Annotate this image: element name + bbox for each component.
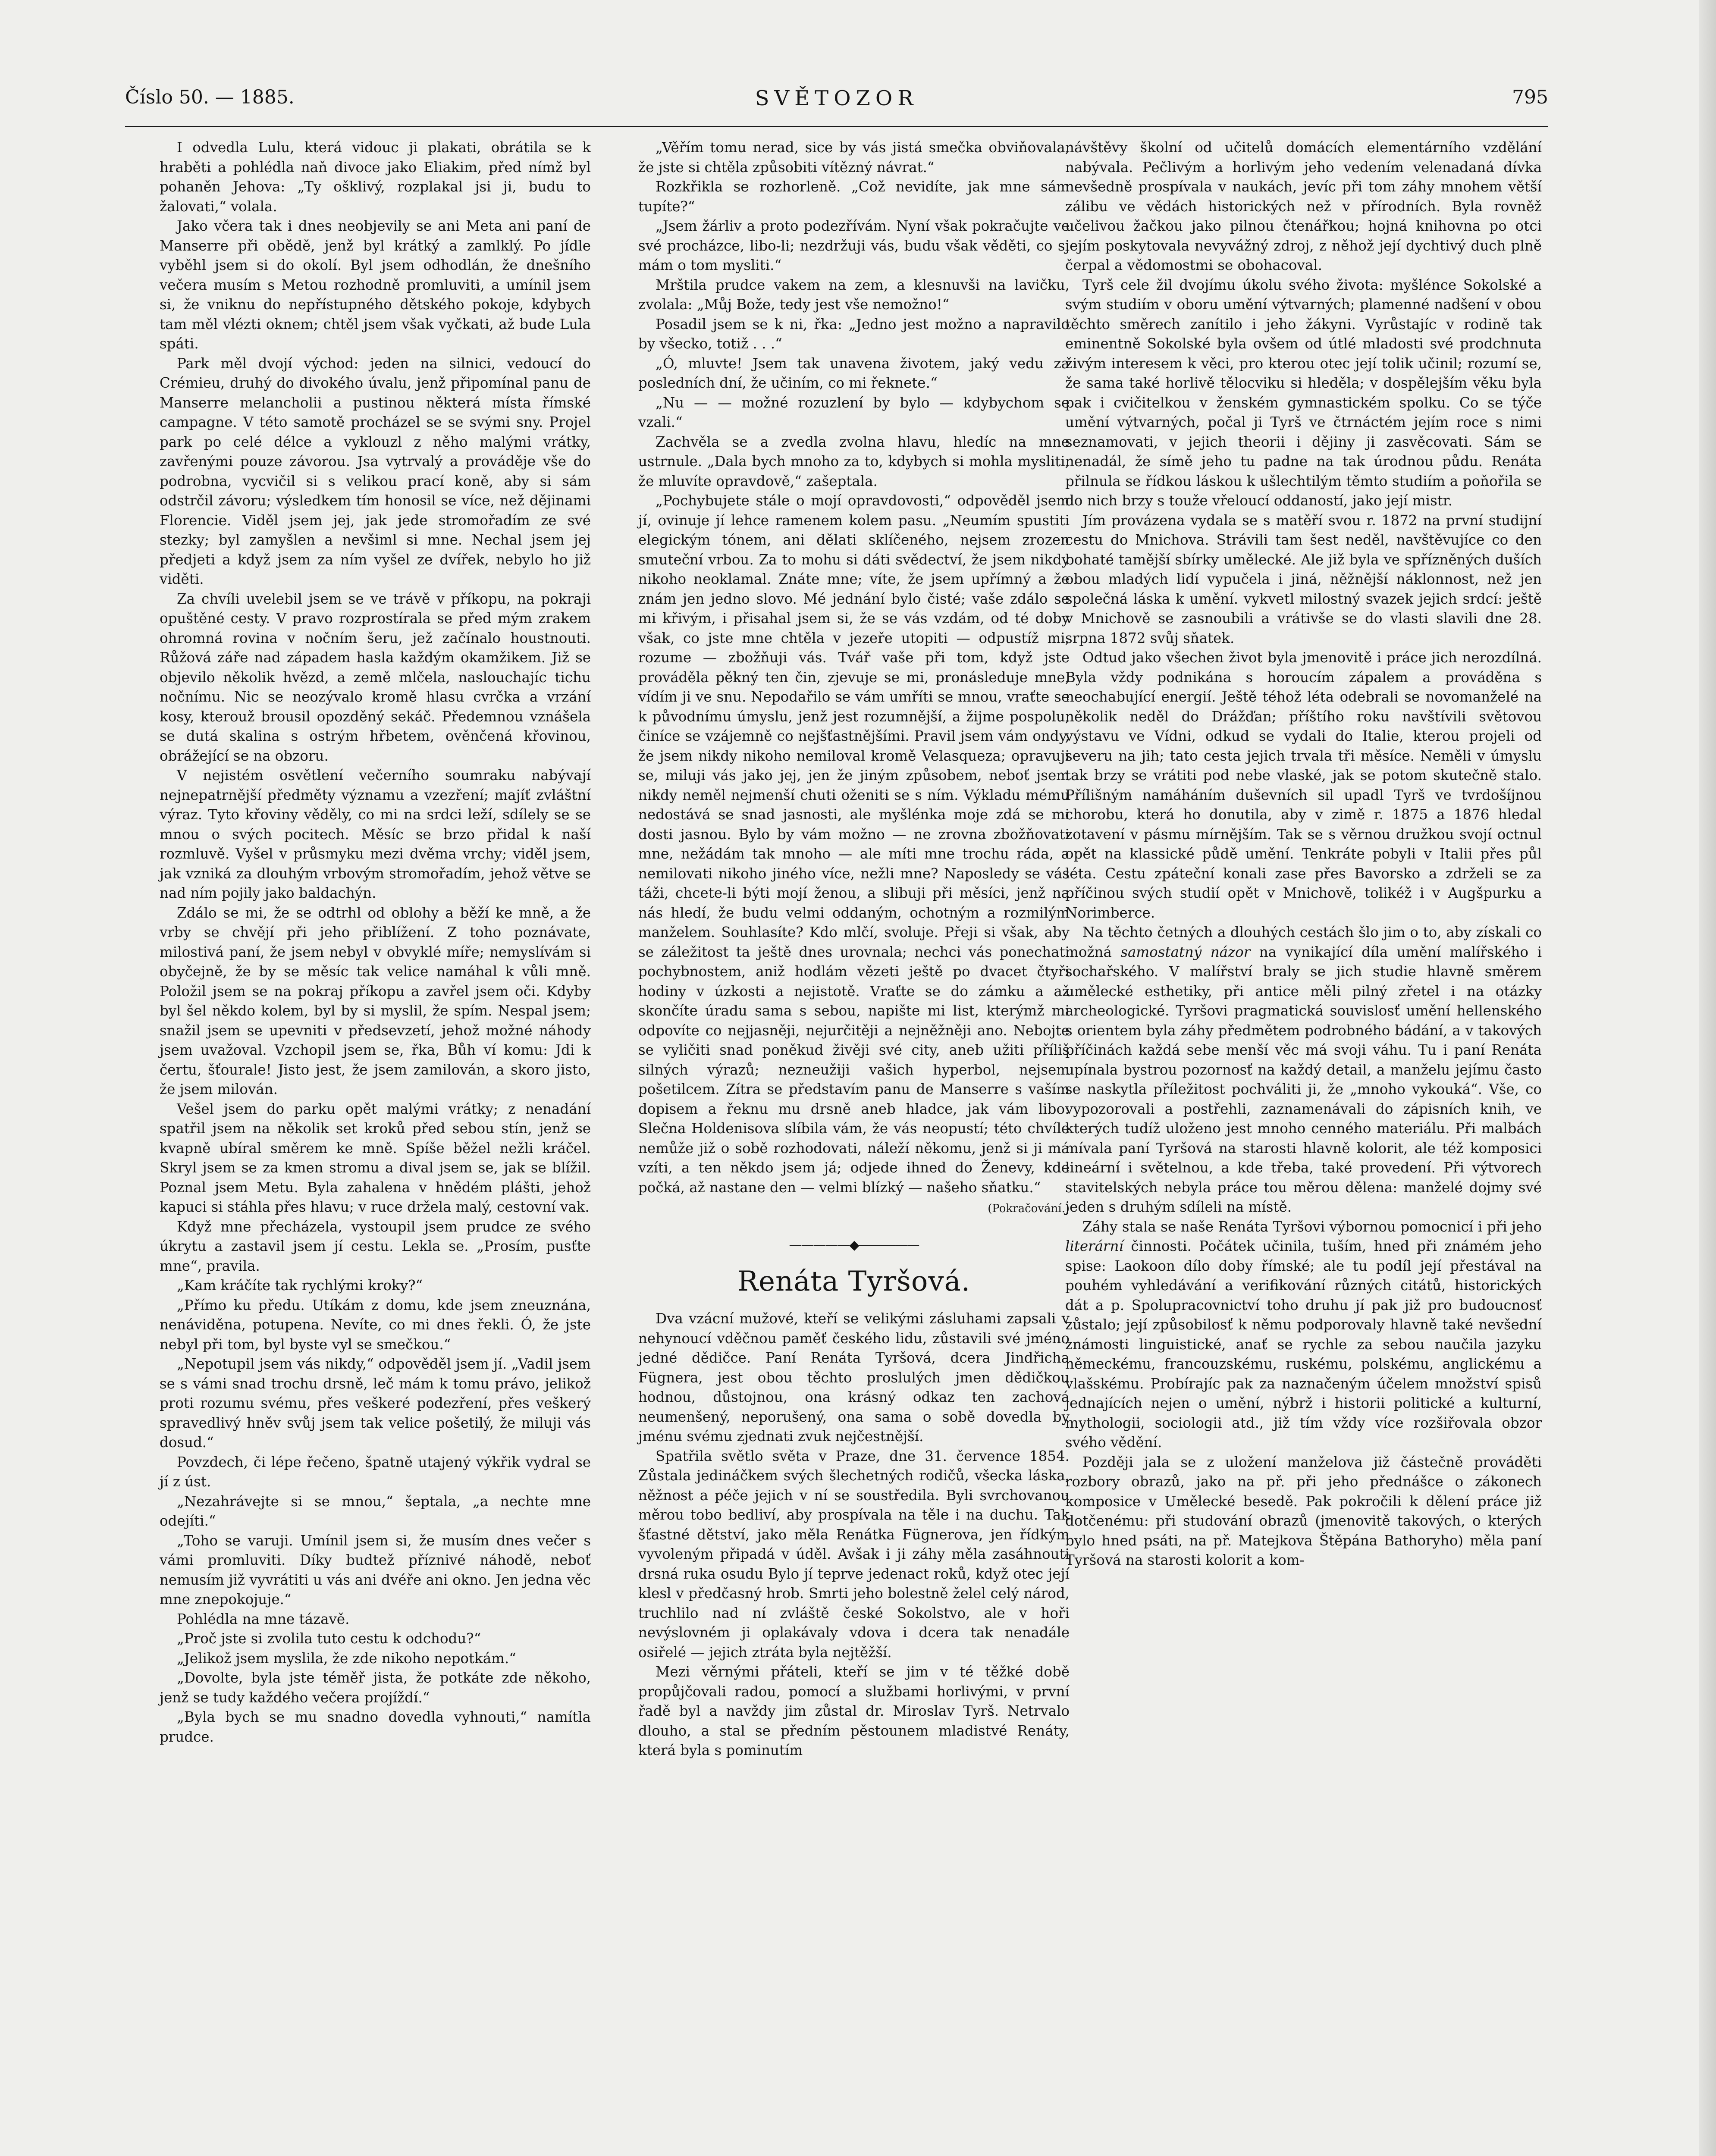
story-continuation [638,138,1070,1197]
issue-number: Číslo 50. — 1885. [125,86,295,108]
paragraph: „Ó, mluvte! Jsem tak unavena životem, jaký vedu za posledních dní, že učiním, co mi řeknete.“ [638,355,1070,391]
paragraph: „Jelikož jsem myslila, že zde nikoho nepotkám.“ [177,1650,516,1667]
paragraph: Zachvěla se a zvedla zvolna hlavu, hledíc na mne ustrnule. „Dala bych mnoho za to, kdybych si mohla mysliti, že mluvíte opravdově,“ zašeptala. [638,433,1070,489]
paragraph: „Pochybujete stále o mojí opravdovosti,“ odpověděl jsem jí, ovinuje jí lehce ramenem kolem pasu. „Neumím spustiti elegickým tónem, ani dělati sklíčeného, nejsem zrozen smuteční vrbou. Za to mohu si dáti svědectví, že jsem nikdy nikoho neoklamal. Znáte mne; víte, že jsem upřímný a že znám jen jedno slovo. Mé jednání bylo čisté; vaše zdálo se mi křivým, i přisahal jsem si, že se vás vzdám, od té doby však, co jste mne chtěla v jezeře utopiti — odpustíž mi, rozume — zbožňuji vás. Tvář vaše při tom, když jste prováděla pěkný ten čin, zjevuje se mi, pronásleduje mne, vídím ji ve snu. Nepodařilo se vám umříti se mnou, vraťte se k původnímu úmyslu, jenž jest rozumnější, a žijme pospolu, činíce se vzájemně co nejšťastnějšími. Pravil jsem vám ondy, že jsem nikdy nikoho nemiloval kromě Velasqueza; opravuji se, miluji vás jako jej, jen že jiným způsobem, neboť jsem nikdy neměl nejmenší chuti oženiti se s ním. Výkladu mému nedostává se snad jasnosti, ale myšlénka moje zdá se mi dosti jasnou. Bylo by vám možno — ne zrovna zbožňovati mne, nežádám tak mnoho — ale míti mne trochu ráda, a nemilovati nikoho jiného více, nežli mne? Naposledy se vás táži, chcete-li býti mojí ženou, a slibuji při měsíci, jenž na nás hledí, že budu velmi oddaným, ochotným a rozmilým manželem. Souhlasíte? Kdo mlčí, svoluje. Přeji si však, aby se záležitost ta ještě dnes urovnala; nechci vás ponechati pochybnostem, aniž hodlám vězeti ještě po dvacet čtyři hodiny v úzkosti a nejistotě. Vraťte se do zámku a až skončíte úradu sama s sebou, napište mi list, kterýmž mi odpovíte co nejjasněji, nejurčitěji a nejněžněji ano. Nebojte se vyličiti snad poněkud živěji své city, aneb užiti příliš silných výrazů; nezneužiji vašich hyperbol, nejsem pošetilcem. Zítra se představím panu de Manserre s vaším dopisem a řeknu mu drsně aneb hladce, jak vám libo: Slečna Holdenisova slíbila vám, že vás neopustí; této chvíle nemůže již o sobě rozhodovati, náleží někomu, jenž si ji má vzíti, a ten někdo jsem já; odjede ihned do Ženevy, kde počká, až nastane den — velmi blízký — našeho sňatku.“ [638,492,1070,1196]
paragraph: „Kam kráčíte tak rychlými kroky?“ [177,1277,423,1294]
paragraph: Odtud jako všechen život byla jmenovitě i práce jich nerozdílná. Byla vždy podnikána s horoucím zápalem a prováděna s neochabující energií. Ještě téhož léta odebrali se novomanželé na několik neděl do Drážďan; příštího roku navštívili světovou výstavu ve Vídni, odkud se vydali do Italie, kterou projeli od severu na jih; tato cesta jejich trvala tři měsíce. Neměli v úmyslu tak brzy se vrátiti pod nebe vlaské, jak se potom skutečně stalo. Přílišným namáháním duševních sil upadl Tyrš ve tvrdošíjnou chorobu, která ho donutila, aby v zimě r. 1875 a 1876 hledal zotavení v pásmu mírnějším. Tak se s věrnou družkou svojí octnul opět na klassické půdě umění. Tenkráte pobyli v Italii přes půl léta. Cestu zpáteční konali zase přes Bavorsko a zdrželi se za příčinou svých studií opět v Mnichově, tolikéž i v Augšpurku a Norimberce. [1065,649,1542,921]
paragraph: „Nepotupil jsem vás nikdy,“ odpověděl jsem jí. „Vadil jsem se s vámi snad trochu drsně, leč mám k tomu právo, jelikož proti rozumu svému, přes veškeré podezření, přes veškerý spravedlivý hněv svůj jsem tak velice pošetilý, že miluji vás dosud.“ [160,1356,591,1451]
paragraph: „Nu — — možné rozuzlení by bylo — kdybychom se vzali.“ [638,394,1070,430]
paragraph: Park měl dvojí východ: jeden na silnici, vedoucí do Crémieu, druhý do divokého úvalu, jenž připomínal panu de Manserre melancholii a pustinou některá místa římské campagne. V této samotě procházel se se svými sny. Projel park po celé délce a vyklouzl z něho malými vrátky, zavřenými pouze závorou. Jsa vytrvalý a prováděje vše do podrobna, vycvičil si s velikou prací koně, aby si sám odstrčil závoru; výsledkem tím honosil se více, než dějinami Florencie. Viděl jsem jej, jak jede stromořadím ze své stezky; byl zamyšlen a nevšiml si mne. Nechal jsem jej předjeti a když jsem za ním vyšel ze dvířek, nebylo ho již viděti. [160,355,591,587]
paragraph: I odvedla Lulu, která vidouc ji plakati, obrátila se k hraběti a pohlédla naň divoce jako Eliakim, před nímž byl pohaněn Jehova: „Ty ošklivý, rozplakal jsi ji, budu to žalovati,“ volala. [160,139,591,215]
paragraph: „Byla bych se mu snadno dovedla vyhnouti,“ namítla prudce. [160,1709,591,1745]
paragraph: „Proč jste si zvolila tuto cestu k odchodu?“ [177,1630,481,1647]
article-body-start [638,1309,1070,1761]
paragraph: „Přímo ku předu. Utíkám z domu, kde jsem zneuznána, nenáviděna, potupena. Nevíte, co mi dnes řekli. Ó, že jste nebyl při tom, byl byste vyl se smečkou.“ [160,1297,591,1353]
paragraph: Jím provázena vydala se s matěří svou r. 1872 na první studijní cestu do Mnichova. Strávili tam šest neděl, navštěvujíce co den bohaté tamější sbírky umělecké. Ale již byla ve spřízněných duších obou mladých lidí vypučela i jiná, něžnější náklonnost, než jen společná láska k umění. vykvetl milostný svazek jejich srdcí: ještě v Mnichově se zasnoubili a vrátivše se do vlasti slavili dne 28. srpna 1872 svůj sňatek. [1065,512,1542,646]
paragraph: Dva vzácní mužové, kteří se velikými zásluhami zapsali v nehynoucí vděčnou paměť českého lidu, zůstavili své jméno jedné dědičce. Paní Renáta Tyršová, dcera Jindřicha Fügnera, jest obou těchto proslulých jmen dědičkou hodnou, důstojnou, ona krásný odkaz ten zachová neumenšený, neporušený, ona sama o sobě dovedla by jménu svému zjednati zvuk nejčestnější. [638,1310,1070,1445]
paragraph: V nejistém osvětlení večerního soumraku nabývají nejnepatrnější předměty významu a vzezření; majíť zvláštní výraz. Tyto křoviny věděly, co mi na srdci leží, sdílely se se mnou o svých pocitech. Měsíc se brzo přidal k naší rozmluvě. Vyšel v průsmyku mezi dvěma vrchy; viděl jsem, jak vzniká za dlouhým vrbovým stromořadím, jehož větve se nad ním pojily jako baldachýn. [160,767,591,901]
page-header [125,86,1548,125]
continued-note: (Pokračování.) [988,1202,1070,1215]
paragraph: Posadil jsem se k ni, řka: „Jedno jest možno a napravilo by všecko, totiž . . .“ [638,316,1070,352]
paragraph: „Toho se varuji. Umínil jsem si, že musím dnes večer s vámi promluviti. Díky budtež příznivé náhodě, neboť nemusím již vyvrátiti u vás ani dvéře ani okno. Jen jedna věc mne znepokojuje.“ [160,1532,591,1608]
paragraph: Později jala se z uložení manželova již částečně prováděti rozbory obrazů, jako na př. při jeho přednášce o zákonech komposice v Umělecké besedě. Pak pokročili k dělení práce již dotčenému: při studování obrazů (jmenovitě takových, o kterých bylo hned psáti, na př. Matejkova Štěpána Bathoryho) měla paní Tyršová na starosti kolorit a kom- [1065,1454,1542,1568]
column-3 [1065,138,1542,1570]
paragraph: Jako včera tak i dnes neobjevily se ani Meta ani paní de Manserre při obědě, jenž byl krátký a zamlklý. Po jídle vyběhl jsem si do okolí. Byl jsem odhodlán, že dnešního večera musím s Metou rozhodně promluviti, a umínil jsem si, že vniknu do nepřístupného dětského pokoje, kdybych tam měl vlézti oknem; chtěl jsem však vyčkati, až bude Lula spáti. [160,218,591,352]
paragraph: Vešel jsem do parku opět malými vrátky; z nenadání spatřil jsem na několik set kroků před sebou stín, jenž se kvapně ubíral směrem ke mně. Spíše běžel nežli kráčel. Skryl jsem se za kmen stromu a dival jsem se, jak se blížil. Poznal jsem Metu. Byla zahalena v hnědém plášti, jehož kapuci si stáhla přes hlavu; v ruce držela malý, cestovní vak. [160,1100,591,1215]
column-1 [160,138,591,1747]
paragraph: Zdálo se mi, že se odtrhl od oblohy a běží ke mně, a že vrby se chvějí při jeho přiblížení. Z toho poznávate, milostivá paní, že jsem nebyl v obvyklé míře; nemyslívám si obyčejně, že by se měsíc tak velice namáhal k vůli mně. Položil jsem se na pokraj příkopu a zavřel jsem oči. Kdyby byl šel někdo kolem, byl by si myslil, že spím. Nespal jsem; snažil jsem se upevniti v předsevzetí, jehož možné náhody jsem uvažoval. Vzchopil jsem se, řka, Bůh ví komu: Jdi k čertu, šťourale! Jisto jest, že jsem zamilován, a skoro jisto, že jsem milován. [160,904,591,1097]
paragraph: Povzdech, či lépe řečeno, špatně utajený výkřik vydral se jí z úst. [160,1454,591,1490]
masthead: SVĚTOZOR [755,86,919,110]
paragraph: „Nezahrávejte si se mnou,“ šeptala, „a nechte mne odejíti.“ [160,1493,591,1529]
scan-edge-shadow [1699,0,1716,2156]
paragraph: Záhy stala se naše Renáta Tyršovi výbornou pomocnicí i při jeho literární činnosti. Počátek učinila, tuším, hned při známém jeho spise: Laokoon dílo doby římské; ale tu podíl její přestával na pouhém vyhledávání a verifikování různých citátů, historických dát a p. Spolupracovnictví toho druhu jí pak již pro budoucnosť zůstalo; její způsobilosť k němu podporovaly hlavně také nevšední známosti linguistické, anať se rychle za sebou naučila jazyku německému, francouzskému, ruskému, polskému, anglickému a vlašskému. Probírajíc pak za naznačeným účelem množství spisů jednajících nejen o umění, nýbrž i historii politické a kulturní, mythologii, sociologii atd., již tím vždy více rozšiřovala obzor svého vědění. [1065,1218,1542,1451]
paragraph: „Jsem žárliv a proto podezřívám. Nyní však pokračujte ve své procházce, libo-li; nezdržuji vás, budu však věděti, co si mám o tom mysliti.“ [638,218,1070,273]
column-2 [638,138,1070,1761]
paragraph: „Věřím tomu nerad, sice by vás jistá smečka obviňovala, že jste si chtěla způsobiti vítězný návrat.“ [638,139,1070,175]
paragraph: Když mne přecházela, vystoupil jsem prudce ze svého úkrytu a zastavil jsem jí cestu. Lekla se. „Prosím, pusťte mne“, pravila. [160,1218,591,1274]
header-rule [125,126,1548,127]
page-number: 795 [1512,86,1548,108]
paragraph: Rozkřikla se rozhorleně. „Což nevidíte, jak mne sám tupíte?“ [638,179,1070,215]
paragraph: „Dovolte, byla jste téměř jista, že potkáte zde někoho, jenž se tudy každého večera projíždí.“ [160,1670,591,1706]
paragraph: Mrštila prudce vakem na zem, a klesnuvši na lavičku, zvolala: „Můj Bože, tedy jest vše nemožno!“ [638,276,1070,313]
paragraph: návštěvy školní od učitelů domácích elementárního vzdělání nabývala. Pečlivým a horlivým jeho vedením velenadaná dívka nevšedně prospívala v naukách, jevíc při tom záhy mnohem větší zálibu ve vědách historických než v přírodních. Byla rovněž učelivou žačkou jako pilnou čtenářkou; hojná knihovna po otci jejím poskytovala nevyvážný zdroj, z něhož její dychtivý duch plně čerpal a vědomostmi se obohacoval. [1065,139,1542,273]
paragraph: Tyrš cele žil dvojímu úkolu svého života: myšlénce Sokolské a svým studiím v oboru umění výtvarných; plamenné nadšení v obou těchto směrech zanítilo i jeho žákyni. Vyrůstajíc v rodině tak eminentně Sokolské byla ovšem od útlé mladosti své prodchnuta živým interesem k věci, pro kterou otec její tolik učinil; rozumí se, že sama také horlivě tělocviku si hleděla; v dospělejším věku byla pak i cvičitelkou v ženském gymnastickém spolku. Co se týče umění výtvarných, počal ji Tyrš ve čtrnáctém jejím roce s nimi seznamovati, v jejich theorii i dějiny ji zasvěcovati. Sám se nenadál, že símě jeho tu padne na tak úrodnou půdu. Renáta přilnula se řídkou láskou k ušlechtilým těmto studiím a poňořila se do nich brzy s touže vřeloucí oddaností, jako její mistr. [1065,276,1542,509]
section-divider: —————◆————— [789,1237,919,1253]
paragraph: Spatřila světlo světa v Praze, dne 31. července 1854. Zůstala jedináčkem svých šlechetných rodičů, všecka láska, něžnost a péče jejich v ní se soustředila. Byli svrchovanou měrou tobo bedliví, aby prospívala na těle i na duchu. Tak šťastné dětství, jako měla Renátka Fügnerova, jen řídkým vyvoleným připadá v úděl. Avšak i ji záhy měla zasáhnouti drsná ruka osudu Bylo jí teprve jedenact roků, když otec její klesl v předčasný hrob. Smrti jeho bolestně želel celý národ, truchlilo nad ní zvláště české Sokolstvo, ale v hoři nevýslovném ji oplakávaly vdova i dcera tak nenadále osiřelé — jejich ztráta byla nejtěžší. [638,1448,1070,1661]
paragraph: Mezi věrnými přáteli, kteří se jim v té těžké době propůjčovali radou, pomocí a službami horlivými, v první řadě byl a navždy jim zůstal dr. Miroslav Tyrš. Netrvalo dlouho, a stal se předním pěstounem mladistvé Renáty, která byla s pominutím [638,1664,1070,1758]
article-title: Renáta Tyršová. [737,1266,971,1297]
paragraph: Na těchto četných a dlouhých cestách šlo jim o to, aby získali co možná samostatný názor na vynikající díla umění malířského i sochařského. V malířství braly se jich studie hlavně směrem umělecké esthetiky, při antice měli pilný zřetel i na otázky archeologické. Tyršovi pragmatická souvislosť umění hellenského s orientem byla záhy předmětem podrobného bádání, a v takových příčinách každá sebe menší věc má svoji váhu. Tu i paní Renáta upínala bystrou pozornosť na každý detail, a manželu jejímu často se naskytla příležitost pochváliti ji, že „mnoho vykouká“. Vše, co vypozorovali a postřehli, zaznamenávali do zápisních knih, ve kterých tudíž uloženo jest mnoho cenného materiálu. Při malbách mívala paní Tyršová na starosti hlavně kolorit, ale též komposici lineární i světelnou, a kde třeba, také provedení. Při výtvorech stavitelských nebyla práce tou měrou dělena: manželé dojmy své jeden s druhým sdíleli na místě. [1065,924,1542,1215]
paragraph: Za chvíli uvelebil jsem se ve trávě v příkopu, na pokraji opuštěné cesty. V pravo rozprostírala se před mým zrakem ohromná rovina v nočním šeru, jež začínalo houstnouti. Růžová záře nad západem hasla každým okamžikem. Již se objevilo několik hvězd, a země mlčela, naslouchajíc tichu nočnímu. Nic se neozývalo kromě hlasu cvrčka a vrzání kosy, kterouž brousil opozděný sekáč. Předemnou vznášela se dutá skalina s ostrým hřbetem, ověnčená křovinou, obrážející se na obzoru. [160,590,591,764]
paragraph: Pohlédla na mne tázavě. [177,1611,350,1627]
